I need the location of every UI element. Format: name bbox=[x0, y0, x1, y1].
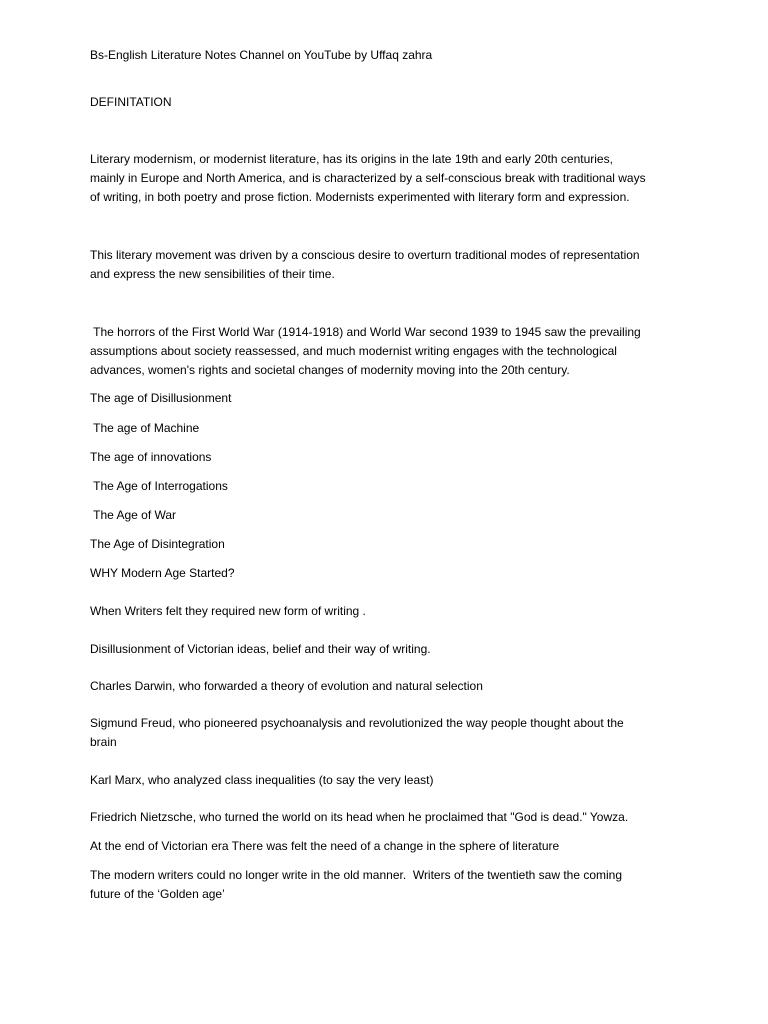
why-heading: WHY Modern Age Started? bbox=[90, 566, 235, 580]
age-item: The Age of War bbox=[90, 508, 177, 522]
paragraph-movement bbox=[90, 246, 690, 284]
paragraph-definition bbox=[90, 150, 690, 207]
age-item: The age of Machine bbox=[90, 421, 200, 435]
paragraph-line: of writing, in both poetry and prose fiction. Modernists experimented with literary form and expression. bbox=[90, 190, 630, 204]
age-item: The Age of Interrogations bbox=[90, 479, 228, 493]
reason-item bbox=[90, 714, 690, 752]
paragraph-line: mainly in Europe and North America, and is characterized by a self-conscious break with traditional ways bbox=[90, 171, 646, 185]
reason-item: When Writers felt they required new form of writing . bbox=[90, 604, 366, 618]
paragraph-line: and express the new sensibilities of their time. bbox=[90, 267, 335, 281]
reason-item: Karl Marx, who analyzed class inequalities (to say the very least) bbox=[90, 773, 434, 787]
paragraph-line: Sigmund Freud, who pioneered psychoanalysis and revolutionized the way people thought about the bbox=[90, 716, 624, 730]
paragraph-line: brain bbox=[90, 735, 117, 749]
reason-item bbox=[90, 866, 690, 904]
age-item: The Age of Disintegration bbox=[90, 537, 225, 551]
paragraph-line: future of the ‘Golden age’ bbox=[90, 887, 225, 901]
paragraph-line: Literary modernism, or modernist literature, has its origins in the late 19th and early 20th centuries, bbox=[90, 152, 613, 166]
paragraph-war bbox=[90, 323, 690, 380]
paragraph-line: advances, women's rights and societal changes of modernity moving into the 20th century. bbox=[90, 363, 570, 377]
document-heading: DEFINITATION bbox=[90, 95, 172, 109]
reason-item: Charles Darwin, who forwarded a theory of evolution and natural selection bbox=[90, 679, 483, 693]
age-item: The age of Disillusionment bbox=[90, 391, 232, 405]
paragraph-line: The modern writers could no longer write in the old manner. Writers of the twentieth saw the coming bbox=[90, 868, 623, 882]
paragraph-line: The horrors of the First World War (1914-1918) and World War second 1939 to 1945 saw the prevailing bbox=[90, 325, 641, 339]
paragraph-line: This literary movement was driven by a conscious desire to overturn traditional modes of representation bbox=[90, 248, 640, 262]
age-item: The age of innovations bbox=[90, 450, 212, 464]
reason-item: Disillusionment of Victorian ideas, belief and their way of writing. bbox=[90, 642, 431, 656]
paragraph-line: assumptions about society reassessed, and much modernist writing engages with the technological bbox=[90, 344, 617, 358]
reason-item: Friedrich Nietzsche, who turned the world on its head when he proclaimed that "God is dead." Yowza. bbox=[90, 810, 629, 824]
document-header: Bs-English Literature Notes Channel on YouTube by Uffaq zahra bbox=[90, 48, 433, 62]
reason-item: At the end of Victorian era There was felt the need of a change in the sphere of literature bbox=[90, 839, 560, 853]
